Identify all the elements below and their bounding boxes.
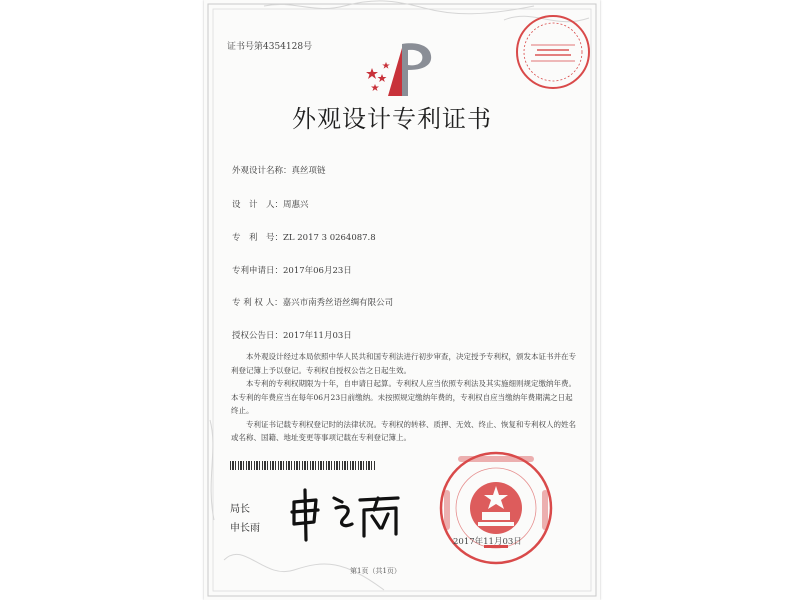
top-seal-icon xyxy=(513,12,593,92)
patentee-field: 专 利 权 人：嘉兴市南秀丝语丝绸有限公司 xyxy=(232,298,394,308)
body-paragraph: 本专利的专利权期限为十年，自申请日起算。专利权人应当依照专利法及其实施细则规定缴纳年费。本专利的年费应当在每年06月23日前缴纳。未按照规定缴纳年费的，专利权自应当缴纳年费期满之日起终止。 xyxy=(231,379,576,415)
barcode-icon xyxy=(230,461,376,470)
page-title: 外观设计专利证书 xyxy=(292,105,492,133)
director-role: 局长 xyxy=(230,504,250,515)
certificate-body xyxy=(231,350,576,445)
filing-date-field: 专利申请日：2017年06月23日 xyxy=(232,266,352,276)
signature-icon xyxy=(286,484,411,544)
director-name: 申长雨 xyxy=(230,523,260,534)
cnipa-logo-icon xyxy=(358,40,438,100)
body-paragraph: 本外观设计经过本局依照中华人民共和国专利法进行初步审查，决定授予专利权，颁发本证书并在专利登记簿上予以登记。专利权自授权公告之日起生效。 xyxy=(231,352,576,375)
patent-number-field: 专 利 号：ZL 2017 3 0264087.8 xyxy=(232,233,376,243)
state-seal-icon xyxy=(438,450,554,566)
page-number: 第1页（共1页） xyxy=(350,567,401,575)
design-name-field: 外观设计名称：真丝项链 xyxy=(232,166,326,176)
grant-date-field: 授权公告日：2017年11月03日 xyxy=(232,331,352,341)
certificate-number: 证书号第4354128号 xyxy=(227,42,313,52)
issue-date: 2017年11月03日 xyxy=(453,537,522,547)
body-paragraph: 专利证书记载专利权登记时的法律状况。专利权的转移、质押、无效、终止、恢复和专利权人的姓名或名称、国籍、地址变更等事项记载在专利登记簿上。 xyxy=(231,419,576,442)
designer-field: 设 计 人：周惠兴 xyxy=(232,200,309,210)
